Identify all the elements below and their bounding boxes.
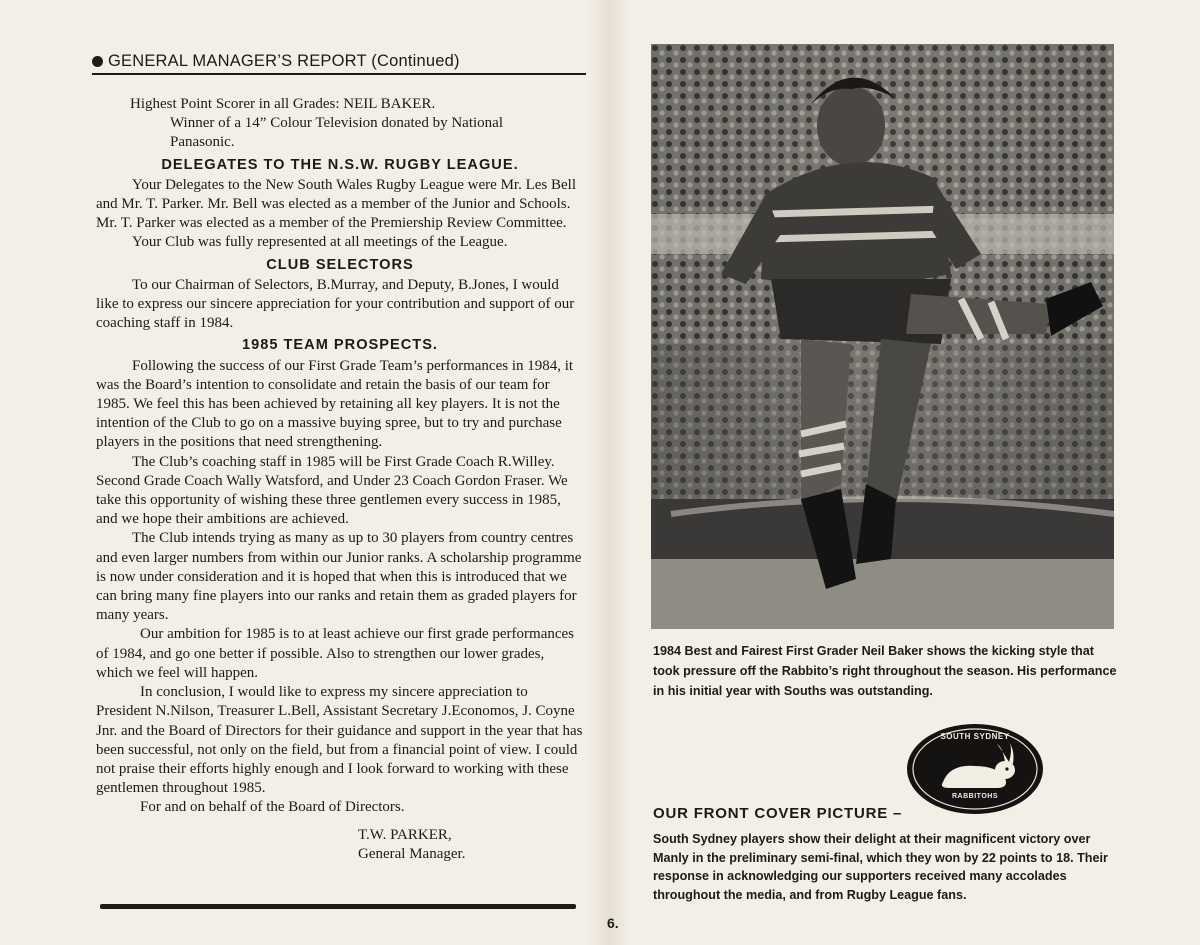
prize-line-1: Winner of a 14” Colour Television donated by National xyxy=(170,115,503,132)
cover-picture-text: South Sydney players show their delight at their magnificent victory over Manly in the preliminary semi-final, which they won by 22 points to 18. Their response in acknowledging our supporters received many accolades throughout the media, and from Rugby League fans. xyxy=(653,832,1108,902)
player-photo xyxy=(651,44,1114,629)
behalf-line: For and on behalf of the Board of Directors. xyxy=(140,799,405,816)
selectors-paragraph: To our Chairman of Selectors, B.Murray, and Deputy, B.Jones, I would like to express our sincere appreciation for your contribution and support of our coaching staff in 1984. xyxy=(96,276,575,332)
report-header xyxy=(92,52,586,75)
south-sydney-rabbitohs-logo xyxy=(905,722,1045,817)
prize-line-2: Panasonic. xyxy=(170,134,235,151)
prospects-paragraph-5: In conclusion, I would like to express my sincere appreciation to President N.Nilson, Treasurer L.Bell, Assistant Secretary J.Economos, J. Coyne Jnr. and the Board of Directors for their guidance and support in the year that has been successful, not only on the field, but from a financial point of view. I could not praise their efforts highly enough and I look forward to working with these gentlemen throughout 1985. xyxy=(96,684,583,797)
signature-name: T.W. PARKER, xyxy=(358,826,452,843)
delegates-paragraph: Your Delegates to the New South Wales Rugby League were Mr. Les Bell and Mr. T. Parker. Mr. Bell was elected as a member of the Junior and Schools. Mr. T. Parker was elected as a member of the Premiership Review Committee. xyxy=(96,176,576,232)
delegates-paragraph-2: Your Club was fully represented at all meetings of the League. xyxy=(132,234,508,251)
player-photo-illustration xyxy=(651,44,1114,629)
report-body xyxy=(96,95,584,864)
delegates-heading: DELEGATES TO THE N.S.W. RUGBY LEAGUE. xyxy=(161,156,519,173)
page-number: 6. xyxy=(607,915,619,931)
report-title: GENERAL MANAGER’S REPORT (Continued) xyxy=(108,52,460,70)
logo-bottom-text: RABBITOHS xyxy=(952,793,998,800)
bullet-icon xyxy=(92,56,103,67)
prospects-paragraph-3: The Club intends trying as many as up to 30 players from country centres and even larger numbers from within our Junior ranks. A scholarship programme is now under consideration and it is hoped that when this is introduced that we can bring many fine players into our ranks and retain them as graded players for many years. xyxy=(96,530,582,624)
bottom-rule xyxy=(100,904,576,909)
prospects-paragraph-4: Our ambition for 1985 is to at least achieve our first grade performances of 1984, and go one better if possible. Also to strengthen our lower grades, which we feel will happen. xyxy=(96,626,575,681)
logo-top-text: SOUTH SYDNEY xyxy=(940,732,1010,741)
scorer-line: Highest Point Scorer in all Grades: NEIL BAKER. xyxy=(130,96,436,112)
cover-picture-heading: OUR FRONT COVER PICTURE – xyxy=(653,805,903,822)
prospects-paragraph-1: Following the success of our First Grade Team’s performances in 1984, it was the Board’s intention to consolidate and retain the basis of our team for 1985. We feel this has been achieved by retaining all key players. It is not the intention of the Club to go on a massive buying spree, but to try and purchase players in the positions that need strengthening. xyxy=(96,357,574,451)
prospects-paragraph-2: The Club’s coaching staff in 1985 will be First Grade Coach R.Willey. Second Grade Coach Wally Watsford, and Under 23 Coach Gordon Fraser. We take this opportunity of wishing these three gentlemen every success in 1985, and we hope their ambitions are achieved. xyxy=(96,453,568,528)
photo-caption: 1984 Best and Fairest First Grader Neil Baker shows the kicking style that took pressure off the Rabbito’s right throughout the season. His performance in his initial year with Souths was outstanding. xyxy=(653,644,1117,698)
prospects-heading: 1985 TEAM PROSPECTS. xyxy=(242,337,438,354)
selectors-heading: CLUB SELECTORS xyxy=(266,256,414,273)
signature-title: General Manager. xyxy=(358,845,466,862)
